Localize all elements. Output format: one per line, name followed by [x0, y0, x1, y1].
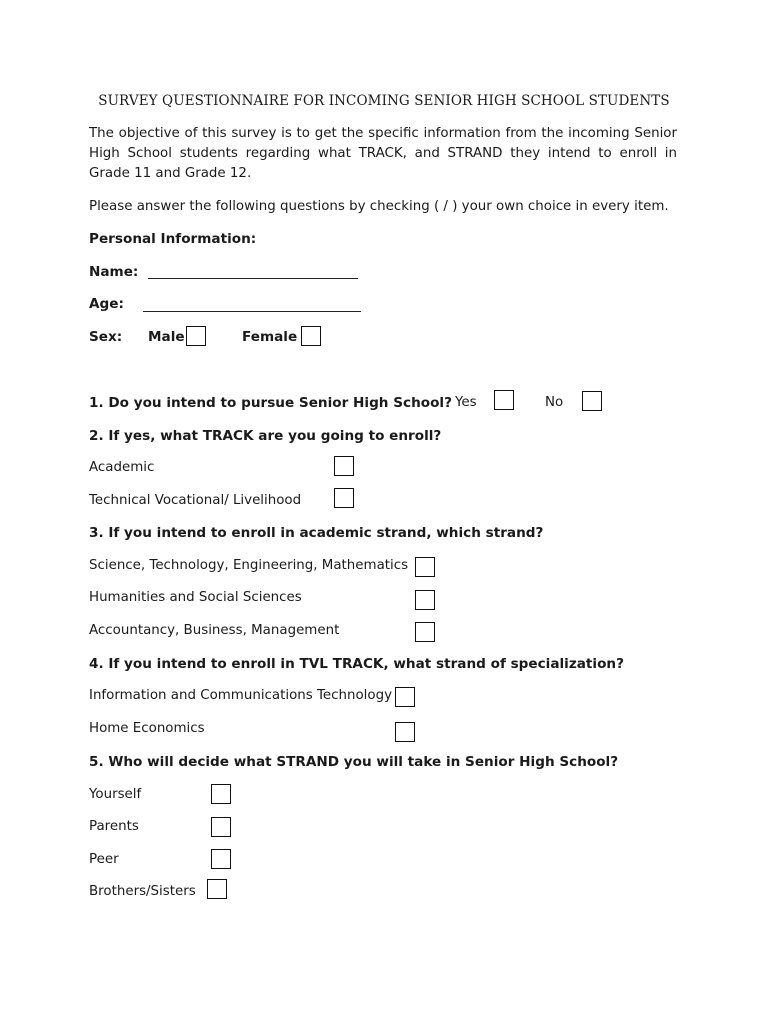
option-parents: Parents: [89, 819, 139, 834]
no-label: No: [545, 395, 564, 410]
option-tech-voc: Technical Vocational/ Livelihood: [89, 493, 302, 508]
male-checkbox[interactable]: [186, 326, 206, 346]
yes-label: Yes: [455, 395, 477, 410]
female-label: Female: [242, 329, 298, 345]
name-field[interactable]: [148, 278, 358, 279]
question-3: 3. If you intend to enroll in academic strand, which strand?: [89, 525, 544, 541]
peer-checkbox[interactable]: [211, 849, 231, 869]
option-humss: Humanities and Social Sciences: [89, 590, 302, 605]
question-1: 1. Do you intend to pursue Senior High School?: [89, 395, 452, 411]
question-5: 5. Who will decide what STRAND you will take in Senior High School?: [89, 754, 619, 770]
option-peer: Peer: [89, 852, 119, 867]
humss-checkbox[interactable]: [415, 590, 435, 610]
male-label: Male: [148, 329, 185, 345]
document-title: SURVEY QUESTIONNAIRE FOR INCOMING SENIOR HIGH SCHOOL STUDENTS: [98, 93, 670, 109]
option-stem: Science, Technology, Engineering, Mathematics: [89, 558, 409, 573]
option-academic: Academic: [89, 460, 155, 475]
yes-checkbox[interactable]: [494, 390, 514, 410]
sex-label: Sex:: [89, 329, 123, 345]
parents-checkbox[interactable]: [211, 817, 231, 837]
tech-voc-checkbox[interactable]: [334, 488, 354, 508]
question-4: 4. If you intend to enroll in TVL TRACK, what strand of specialization?: [89, 656, 624, 672]
option-yourself: Yourself: [89, 787, 142, 802]
objective-paragraph: The objective of this survey is to get the specific information from the incoming Senior High School students regarding what TRACK, and STRAND they intend to enroll in Grade 11 and Grade 12.: [89, 126, 677, 181]
abm-checkbox[interactable]: [415, 622, 435, 642]
name-label: Name:: [89, 264, 139, 280]
age-field[interactable]: [143, 311, 361, 312]
female-checkbox[interactable]: [301, 326, 321, 346]
ict-checkbox[interactable]: [395, 687, 415, 707]
option-abm: Accountancy, Business, Management: [89, 623, 340, 638]
stem-checkbox[interactable]: [415, 557, 435, 577]
home-economics-checkbox[interactable]: [395, 722, 415, 742]
option-home-economics: Home Economics: [89, 721, 205, 736]
option-siblings: Brothers/Sisters: [89, 884, 196, 899]
instruction-text: Please answer the following questions by checking ( / ) your own choice in every item.: [89, 199, 669, 214]
question-2: 2. If yes, what TRACK are you going to enroll?: [89, 428, 442, 444]
option-ict: Information and Communications Technology: [89, 688, 393, 703]
yourself-checkbox[interactable]: [211, 784, 231, 804]
no-checkbox[interactable]: [582, 391, 602, 411]
personal-info-heading: Personal Information:: [89, 231, 257, 247]
academic-checkbox[interactable]: [334, 456, 354, 476]
age-label: Age:: [89, 296, 124, 312]
siblings-checkbox[interactable]: [207, 879, 227, 899]
